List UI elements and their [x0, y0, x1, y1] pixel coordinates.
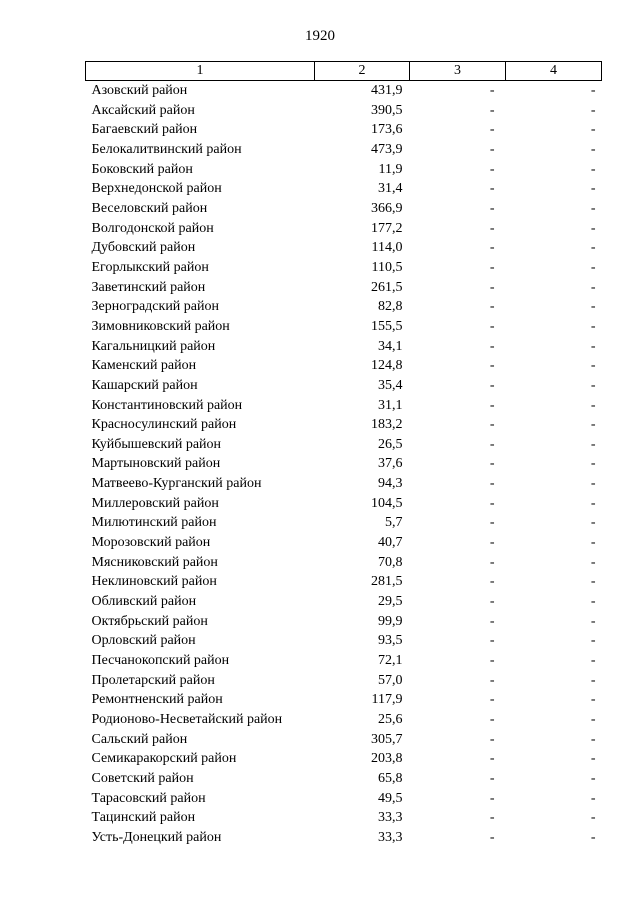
data-table — [85, 61, 602, 848]
column-4-cell: - — [590, 102, 596, 118]
column-2-cell: 65,8 — [378, 770, 403, 786]
column-3-cell: - — [489, 102, 495, 118]
district-name-cell: Аксайский район — [91, 102, 195, 118]
column-2-cell: 11,9 — [378, 161, 403, 177]
column-3-cell: - — [489, 397, 495, 413]
table-row — [86, 454, 602, 474]
column-4-cell: - — [590, 181, 596, 197]
district-name-cell: Кашарский район — [91, 377, 198, 393]
table-row — [86, 612, 602, 632]
district-name-cell: Белокалитвинский район — [91, 141, 242, 157]
district-name-cell: Кагальницкий район — [91, 338, 216, 354]
column-3-cell: - — [489, 574, 495, 590]
column-3-cell: - — [489, 751, 495, 767]
column-3-cell: - — [489, 358, 495, 374]
table-row — [86, 789, 602, 809]
district-name-cell: Октябрьский район — [91, 613, 208, 629]
table-row — [86, 199, 602, 219]
column-2-cell: 390,5 — [371, 102, 403, 118]
district-name-cell: Советский район — [91, 770, 194, 786]
table-row — [86, 671, 602, 691]
district-name-cell: Багаевский район — [91, 122, 198, 138]
table-row — [86, 592, 602, 612]
column-3-cell: - — [489, 377, 495, 393]
district-name-cell: Ремонтненский район — [91, 692, 223, 708]
column-2-cell: 31,4 — [378, 181, 403, 197]
column-4-cell: - — [590, 279, 596, 295]
column-3-cell: - — [489, 633, 495, 649]
column-2-cell: 99,9 — [378, 613, 403, 629]
column-4-cell: - — [590, 810, 596, 826]
district-name-cell: Матвеево-Курганский район — [91, 476, 262, 492]
column-4-cell: - — [590, 299, 596, 315]
column-3-cell: - — [489, 692, 495, 708]
column-3-cell: - — [489, 318, 495, 334]
table-row — [86, 690, 602, 710]
column-4-cell: - — [590, 83, 596, 98]
column-4-cell: - — [590, 770, 596, 786]
column-3-cell: - — [489, 83, 495, 98]
district-name-cell: Егорлыкский район — [91, 259, 209, 275]
column-4-cell: - — [590, 574, 596, 590]
table-row — [86, 749, 602, 769]
column-3-cell: - — [489, 299, 495, 315]
table-row — [86, 572, 602, 592]
column-4-cell: - — [590, 476, 596, 492]
table-row — [86, 769, 602, 789]
column-4-cell: - — [590, 200, 596, 216]
district-name-cell: Константиновский район — [91, 397, 243, 413]
column-3-cell: - — [489, 122, 495, 138]
table-header — [86, 62, 602, 81]
district-name-cell: Пролетарский район — [91, 672, 215, 688]
table-row — [86, 101, 602, 121]
column-3-cell: - — [489, 279, 495, 295]
column-3-cell: - — [489, 476, 495, 492]
column-2-cell: 25,6 — [378, 712, 403, 727]
column-3-cell: - — [489, 240, 495, 256]
column-3-cell: - — [489, 554, 495, 570]
column-2-cell: 431,9 — [371, 83, 403, 98]
district-name-cell: Азовский район — [91, 83, 188, 98]
column-4-cell: - — [590, 456, 596, 472]
column-3-cell: - — [489, 515, 495, 531]
column-4-cell: - — [590, 633, 596, 649]
column-2-cell: 110,5 — [371, 259, 403, 275]
column-header-1: 1 — [86, 62, 315, 81]
column-3-cell: - — [489, 653, 495, 669]
table-row — [86, 533, 602, 553]
column-4-cell: - — [590, 829, 596, 845]
column-2-cell: 473,9 — [371, 141, 403, 157]
column-2-cell: 26,5 — [378, 436, 403, 452]
column-3-cell: - — [489, 181, 495, 197]
column-4-cell: - — [590, 712, 596, 727]
district-name-cell: Красносулинский район — [91, 417, 237, 433]
district-name-cell: Заветинский район — [91, 279, 206, 295]
column-4-cell: - — [590, 240, 596, 256]
column-2-cell: 49,5 — [378, 790, 403, 806]
district-name-cell: Миллеровский район — [91, 495, 219, 511]
district-name-cell: Семикаракорский район — [91, 751, 237, 767]
column-3-cell: - — [489, 770, 495, 786]
column-4-cell: - — [590, 515, 596, 531]
column-3-cell: - — [489, 436, 495, 452]
column-2-cell: 33,3 — [378, 810, 403, 826]
column-4-cell: - — [590, 358, 596, 374]
column-2-cell: 104,5 — [371, 495, 403, 511]
district-name-cell: Мартыновский район — [91, 456, 221, 472]
table-row — [86, 710, 602, 730]
column-4-cell: - — [590, 141, 596, 157]
column-2-cell: 33,3 — [378, 829, 403, 845]
column-2-cell: 40,7 — [378, 535, 403, 551]
table-row — [86, 415, 602, 435]
table-row — [86, 219, 602, 239]
column-2-cell: 31,1 — [378, 397, 403, 413]
district-name-cell: Тацинский район — [91, 810, 196, 826]
district-name-cell: Тарасовский район — [91, 790, 206, 806]
page-number: 1920 — [305, 28, 335, 44]
table-row — [86, 337, 602, 357]
district-name-cell: Милютинский район — [91, 515, 217, 531]
district-name-cell: Дубовский район — [91, 240, 196, 256]
district-name-cell: Зимовниковский район — [91, 318, 230, 334]
column-3-cell: - — [489, 829, 495, 845]
district-name-cell: Боковский район — [91, 161, 193, 177]
column-2-cell: 5,7 — [385, 515, 403, 531]
column-2-cell: 34,1 — [378, 338, 403, 354]
table-row — [86, 81, 602, 101]
table-row — [86, 376, 602, 396]
column-2-cell: 35,4 — [378, 377, 403, 393]
table-row — [86, 651, 602, 671]
column-3-cell: - — [489, 594, 495, 610]
district-name-cell: Каменский район — [91, 358, 197, 374]
column-2-cell: 117,9 — [371, 692, 403, 708]
column-2-cell: 57,0 — [378, 672, 403, 688]
table-row — [86, 396, 602, 416]
column-2-cell: 94,3 — [378, 476, 403, 492]
column-header-3: 3 — [410, 62, 506, 81]
column-3-cell: - — [489, 161, 495, 177]
column-4-cell: - — [590, 495, 596, 511]
district-name-cell: Неклиновский район — [91, 574, 217, 590]
column-3-cell: - — [489, 417, 495, 433]
column-3-cell: - — [489, 338, 495, 354]
column-2-cell: 203,8 — [371, 751, 403, 767]
column-2-cell: 366,9 — [371, 200, 403, 216]
district-name-cell: Морозовский район — [91, 535, 211, 551]
column-3-cell: - — [489, 259, 495, 275]
column-4-cell: - — [590, 751, 596, 767]
column-2-cell: 173,6 — [371, 122, 403, 138]
column-3-cell: - — [489, 790, 495, 806]
column-3-cell: - — [489, 810, 495, 826]
district-name-cell: Веселовский район — [91, 200, 208, 216]
column-3-cell: - — [489, 141, 495, 157]
column-3-cell: - — [489, 495, 495, 511]
column-2-cell: 305,7 — [371, 731, 403, 747]
table-row — [86, 160, 602, 180]
column-4-cell: - — [590, 594, 596, 610]
column-4-cell: - — [590, 436, 596, 452]
district-name-cell: Родионово-Несветайский район — [91, 712, 283, 727]
column-4-cell: - — [590, 731, 596, 747]
district-name-cell: Зерноградский район — [91, 299, 219, 315]
table-row — [86, 258, 602, 278]
table-row — [86, 140, 602, 160]
column-4-cell: - — [590, 338, 596, 354]
column-header-2: 2 — [315, 62, 410, 81]
column-2-cell: 29,5 — [378, 594, 403, 610]
column-2-cell: 177,2 — [371, 220, 403, 236]
column-header-4: 4 — [506, 62, 602, 81]
district-name-cell: Усть-Донецкий район — [91, 829, 222, 845]
column-2-cell: 261,5 — [371, 279, 403, 295]
column-4-cell: - — [590, 692, 596, 708]
column-2-cell: 124,8 — [371, 358, 403, 374]
column-3-cell: - — [489, 712, 495, 727]
column-2-cell: 70,8 — [378, 554, 403, 570]
district-name-cell: Обливский район — [91, 594, 197, 610]
column-4-cell: - — [590, 122, 596, 138]
column-3-cell: - — [489, 672, 495, 688]
column-4-cell: - — [590, 318, 596, 334]
column-4-cell: - — [590, 554, 596, 570]
table-row — [86, 474, 602, 494]
column-3-cell: - — [489, 613, 495, 629]
column-4-cell: - — [590, 613, 596, 629]
column-3-cell: - — [489, 200, 495, 216]
column-4-cell: - — [590, 535, 596, 551]
table-row — [86, 494, 602, 514]
column-2-cell: 281,5 — [371, 574, 403, 590]
column-3-cell: - — [489, 220, 495, 236]
table-row — [86, 238, 602, 258]
district-name-cell: Верхнедонской район — [91, 181, 222, 197]
column-2-cell: 72,1 — [378, 653, 403, 669]
column-2-cell: 82,8 — [378, 299, 403, 315]
district-name-cell: Мясниковский район — [91, 554, 218, 570]
column-3-cell: - — [489, 535, 495, 551]
column-2-cell: 93,5 — [378, 633, 403, 649]
table-row — [86, 730, 602, 750]
district-name-cell: Куйбышевский район — [91, 436, 222, 452]
district-name-cell: Сальский район — [91, 731, 188, 747]
table-row — [86, 120, 602, 140]
column-2-cell: 183,2 — [371, 417, 403, 433]
table-row — [86, 297, 602, 317]
column-2-cell: 114,0 — [371, 240, 403, 256]
table-body — [86, 81, 602, 848]
column-4-cell: - — [590, 790, 596, 806]
column-4-cell: - — [590, 653, 596, 669]
table-row — [86, 278, 602, 298]
table-row — [86, 553, 602, 573]
district-name-cell: Песчанокопский район — [91, 653, 230, 669]
column-3-cell: - — [489, 456, 495, 472]
column-2-cell: 37,6 — [378, 456, 403, 472]
column-4-cell: - — [590, 377, 596, 393]
header-row — [86, 62, 602, 81]
table-row — [86, 179, 602, 199]
table-row — [86, 828, 602, 848]
district-name-cell: Волгодонской район — [91, 220, 214, 236]
column-4-cell: - — [590, 417, 596, 433]
column-4-cell: - — [590, 397, 596, 413]
column-4-cell: - — [590, 220, 596, 236]
table-row — [86, 356, 602, 376]
column-3-cell: - — [489, 731, 495, 747]
district-name-cell: Орловский район — [91, 633, 196, 649]
column-4-cell: - — [590, 259, 596, 275]
column-2-cell: 155,5 — [371, 318, 403, 334]
table-row — [86, 435, 602, 455]
table-row — [86, 317, 602, 337]
table-row — [86, 808, 602, 828]
table-row — [86, 513, 602, 533]
column-4-cell: - — [590, 672, 596, 688]
column-4-cell: - — [590, 161, 596, 177]
table-row — [86, 631, 602, 651]
